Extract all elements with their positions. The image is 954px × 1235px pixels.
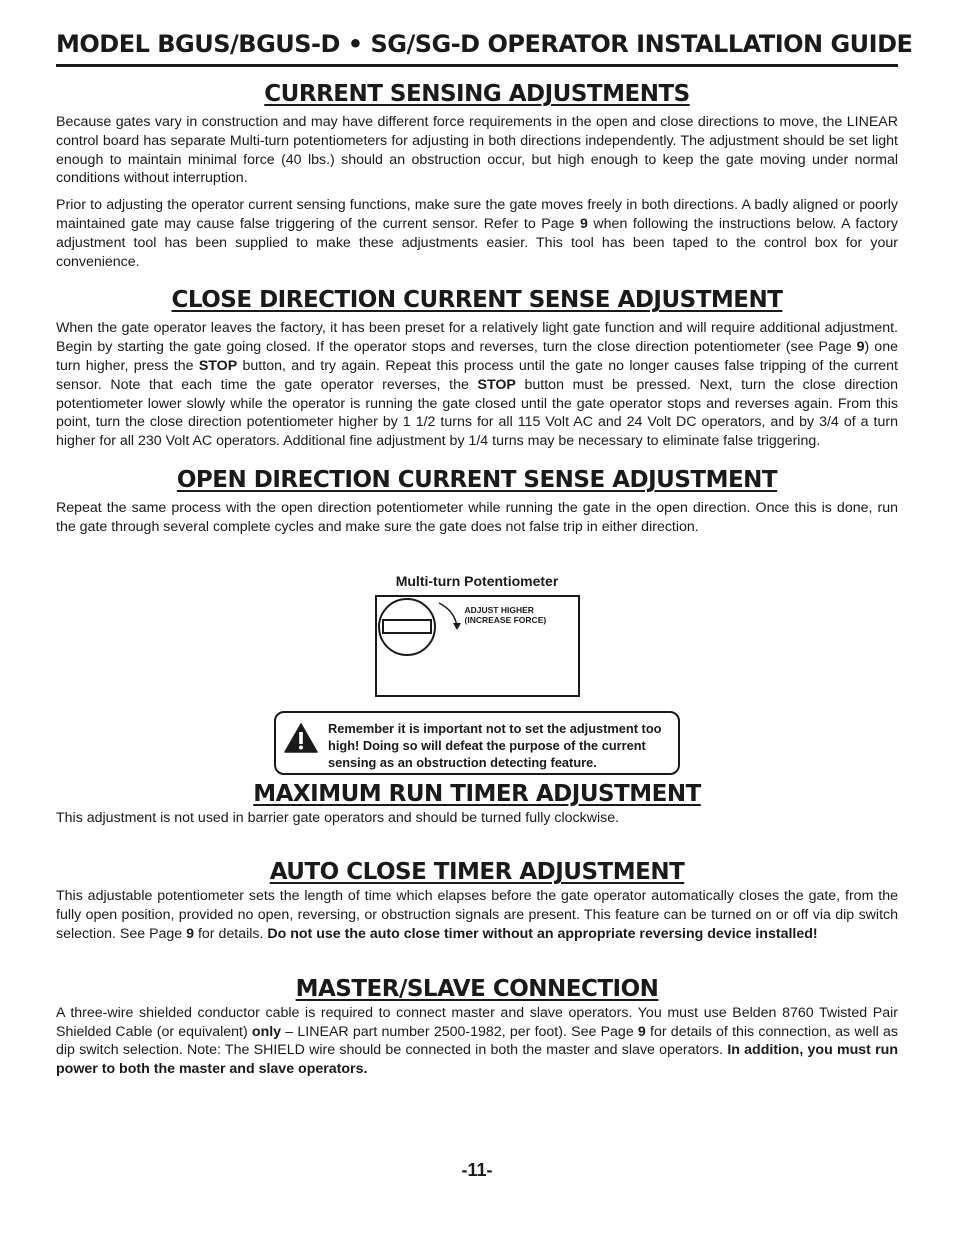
document-page [56,28,913,1079]
warning-triangle-icon [284,723,318,753]
potentiometer-diagram [56,573,898,697]
diagram-caption: Multi-turn Potentiometer [395,572,559,589]
heading-master-slave: MASTER/SLAVE CONNECTION [295,975,659,1002]
heading-max-run: MAXIMUM RUN TIMER ADJUSTMENT [253,780,701,807]
paragraph-master-slave: A three-wire shielded conductor cable is required to connect master and slave operators. You must use Belden 8760 Twisted Pair Shielded Cable (or equivalent) only – LINEAR part number 2500-1982, per foot). See Page 9 for details of this connection, as well as dip switch selection. Note: The SHIELD wire should be connected in both the master and slave operators. In addition, you must run power to both the master and slave operators. [56,1004,898,1078]
document-title: MODEL BGUS/BGUS-D • SG/SG-D OPERATOR INSTALLATION GUIDE [56,28,898,67]
heading-open-direction: OPEN DIRECTION CURRENT SENSE ADJUSTMENT [176,466,778,493]
paragraph-current-sensing-1: Because gates vary in construction and may have different force requirements in the open and close directions to move, the LINEAR control board has separate Multi-turn potentiometers for adjusting in both directions independently. The adjustment should be set light enough to maintain minimal force (40 lbs.) should an obstruction occur, but high enough to keep the gate moving under normal conditions without interruption. [56,114,898,187]
paragraph-close-direction: When the gate operator leaves the factory, it has been preset for a relatively light gate function and will require additional adjustment. Begin by starting the gate going closed. If the operator stops and reverses, turn the close direction potentiometer (see Page 9) one turn higher, press the STOP button, and try again. Repeat this process until the gate no longer causes false tripping of the current sensor. Note that each time the gate operator reverses, the STOP button must be pressed. Next, turn the close direction potentiometer lower slowly while the operator is running the gate closed until the gate operator stops and reverses again. From this point, turn the close direction potentiometer higher by 1 1/2 turns for all 115 Volt AC and 24 Volt DC operators, and by 3/4 of a turn higher for all 230 Volt AC operators. Additional fine adjustment by 1/4 turns may be necessary to eliminate false triggering. [56,320,898,450]
heading-current-sensing: CURRENT SENSING ADJUSTMENTS [264,81,690,107]
paragraph-max-run: This adjustment is not used in barrier gate operators and should be turned fully clockwise. [56,809,620,826]
potentiometer-box [375,595,580,697]
adjust-higher-label: ADJUST HIGHER (INCREASE FORCE) [464,604,547,625]
warning-callout [274,711,680,775]
warning-text: Remember it is important not to set the adjustment too high! Doing so will defeat the purpose of the current sensing as an obstruction detecting feature. [328,720,662,770]
paragraph-open-direction: Repeat the same process with the open direction potentiometer while running the gate in the open direction. Once this is done, run the gate through several complete cycles and make sure the gate does not false trip in either direction. [56,499,898,535]
paragraph-auto-close: This adjustable potentiometer sets the length of time which elapses before the gate operator automatically closes the gate, from the fully open position, provided no open, reversing, or obstruction signals are present. This feature can be turned on or off via dip switch selection. See Page 9 for details. Do not use the auto close timer without an appropriate reversing device installed! [56,888,898,942]
heading-close-direction: CLOSE DIRECTION CURRENT SENSE ADJUSTMENT [171,287,783,314]
paragraph-current-sensing-2: Prior to adjusting the operator current sensing functions, make sure the gate moves freely in both directions. A badly aligned or poorly maintained gate may cause false triggering of the current sensor. Refer to Page 9 when following the instructions below. A factory adjustment tool has been supplied to make these adjustments easier. This tool has been taped to the control box for your convenience. [56,197,898,270]
heading-auto-close: AUTO CLOSE TIMER ADJUSTMENT [269,859,685,886]
page-number: -11- [461,1160,493,1180]
